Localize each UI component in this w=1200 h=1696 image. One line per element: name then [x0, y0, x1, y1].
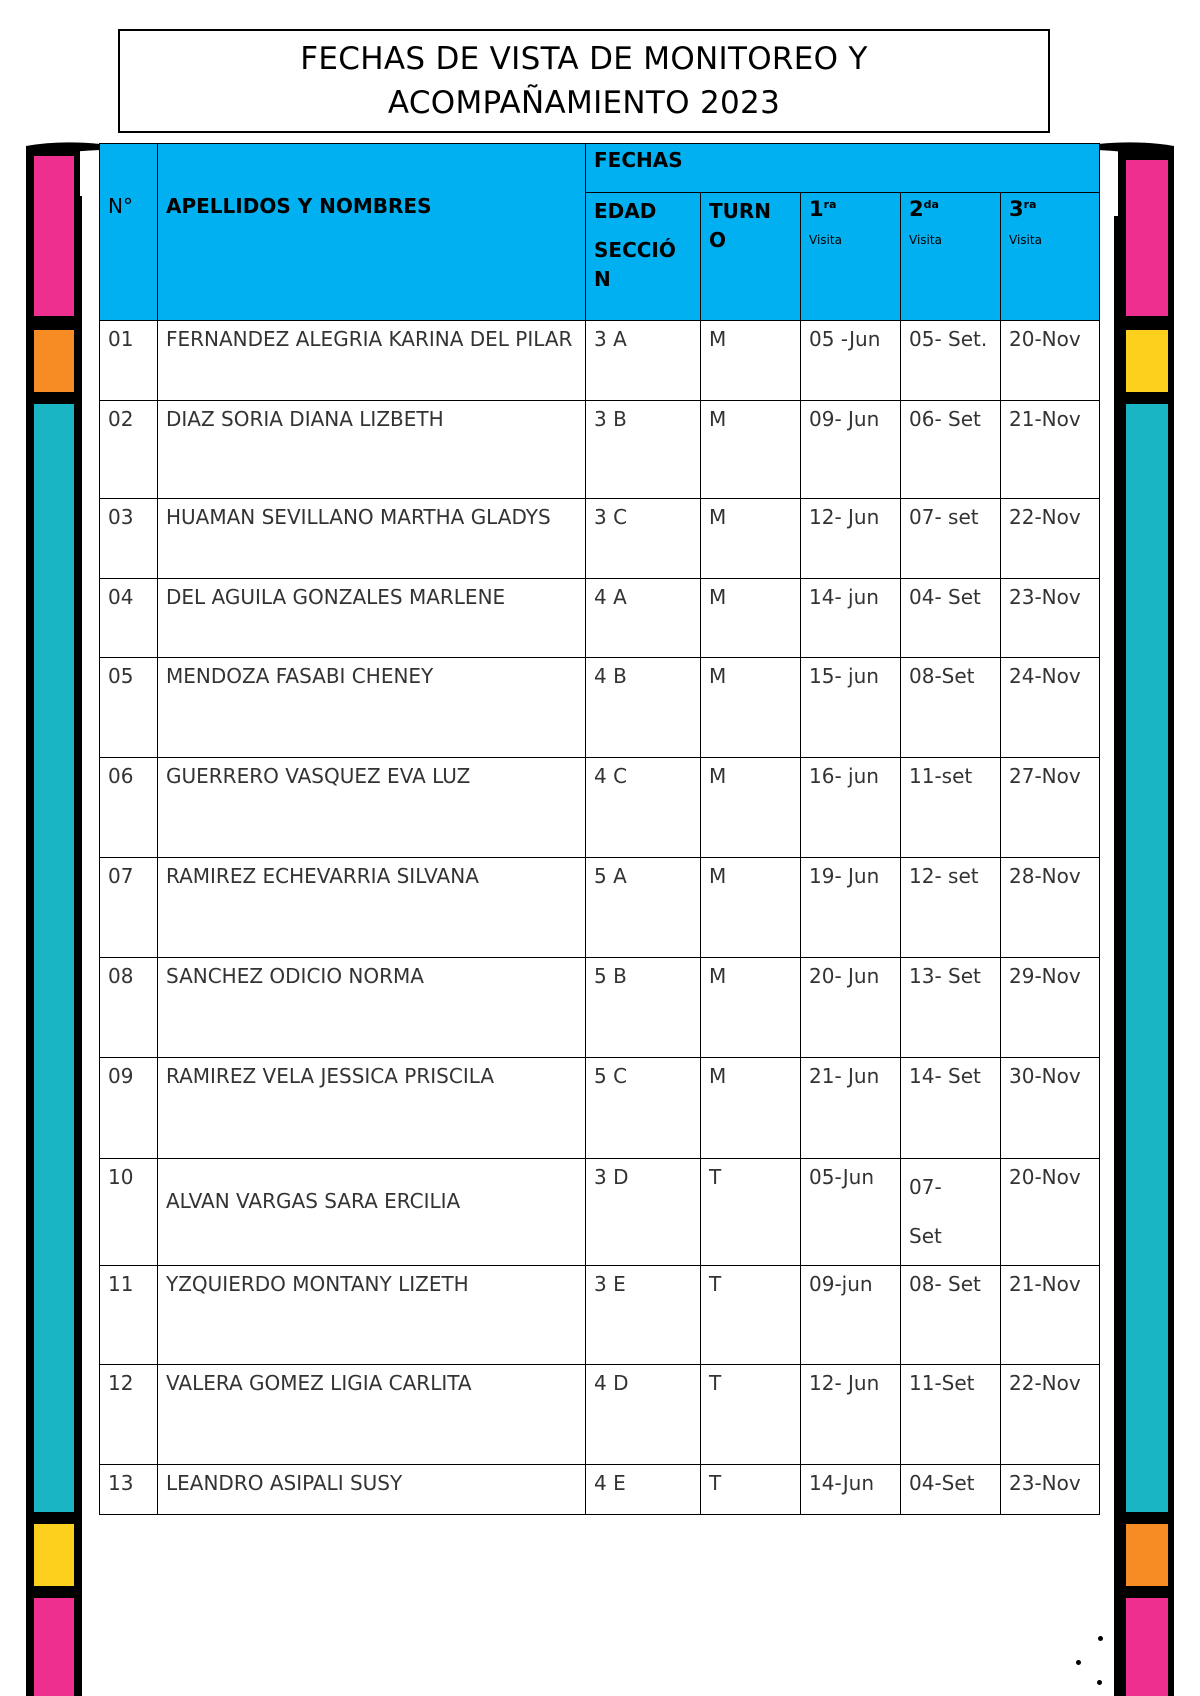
cell-visit-2: 14- Set — [901, 1058, 1001, 1159]
header-edad-seccion — [586, 193, 701, 321]
cell-turno: M — [701, 321, 801, 401]
cell-turno: T — [701, 1365, 801, 1465]
cell-section: 3 C — [586, 499, 701, 579]
cell-visit-2: 08- Set — [901, 1266, 1001, 1365]
cell-section: 3 E — [586, 1266, 701, 1365]
cell-visit-3: 29-Nov — [1001, 958, 1100, 1058]
header-turno — [701, 193, 801, 321]
table-row — [100, 1058, 1100, 1159]
cell-section: 4 C — [586, 758, 701, 858]
cell-visit-1: 05 -Jun — [801, 321, 901, 401]
cell-visit-3: 23-Nov — [1001, 579, 1100, 658]
header-visit-2 — [901, 193, 1001, 321]
table-row — [100, 1365, 1100, 1465]
cell-turno: M — [701, 1058, 801, 1159]
visit-1-number: 1 — [809, 197, 824, 221]
cell-num: 01 — [100, 321, 158, 401]
cell-name: DEL AGUILA GONZALES MARLENE — [158, 579, 586, 658]
cell-num: 08 — [100, 958, 158, 1058]
cell-turno: T — [701, 1266, 801, 1365]
table-row — [100, 958, 1100, 1058]
table-row — [100, 499, 1100, 579]
cell-visit-1: 16- jun — [801, 758, 901, 858]
cell-name: VALERA GOMEZ LIGIA CARLITA — [158, 1365, 586, 1465]
cell-visit-2: 11-Set — [901, 1365, 1001, 1465]
cell-visit-1: 21- Jun — [801, 1058, 901, 1159]
cell-num: 12 — [100, 1365, 158, 1465]
cell-visit-3: 23-Nov — [1001, 1465, 1100, 1515]
page-title — [118, 29, 1050, 133]
cell-turno: M — [701, 658, 801, 758]
cell-visit-1: 09- Jun — [801, 401, 901, 499]
cell-visit-1: 20- Jun — [801, 958, 901, 1058]
cell-visit-3: 22-Nov — [1001, 499, 1100, 579]
cell-name: GUERRERO VASQUEZ EVA LUZ — [158, 758, 586, 858]
cell-num: 09 — [100, 1058, 158, 1159]
cell-section: 4 B — [586, 658, 701, 758]
cell-name: FERNANDEZ ALEGRIA KARINA DEL PILAR — [158, 321, 586, 401]
visit-3-number: 3 — [1009, 197, 1024, 221]
cell-visit-2: 07- set — [901, 499, 1001, 579]
cell-num: 13 — [100, 1465, 158, 1515]
cell-turno: T — [701, 1159, 801, 1266]
cell-turno: M — [701, 499, 801, 579]
cell-visit-3: 24-Nov — [1001, 658, 1100, 758]
table-row — [100, 1266, 1100, 1365]
cell-section: 3 D — [586, 1159, 701, 1266]
cell-name: YZQUIERDO MONTANY LIZETH — [158, 1266, 586, 1365]
cell-name: ALVAN VARGAS SARA ERCILIA — [158, 1159, 586, 1266]
cell-visit-2: 07- Set — [901, 1159, 1001, 1266]
cell-visit-3: 20-Nov — [1001, 1159, 1100, 1266]
visit-2-suffix: da — [923, 198, 939, 211]
cell-section: 3 B — [586, 401, 701, 499]
title-line-2: ACOMPAÑAMIENTO 2023 — [387, 85, 781, 121]
cell-turno: M — [701, 401, 801, 499]
cell-num: 07 — [100, 858, 158, 958]
cell-visit-2: 06- Set — [901, 401, 1001, 499]
visit-3-suffix: ra — [1023, 198, 1037, 211]
cell-section: 5 C — [586, 1058, 701, 1159]
cell-name: SANCHEZ ODICIO NORMA — [158, 958, 586, 1058]
cell-visit-3: 27-Nov — [1001, 758, 1100, 858]
cell-section: 3 A — [586, 321, 701, 401]
cell-visit-1: 12- Jun — [801, 499, 901, 579]
cell-num: 05 — [100, 658, 158, 758]
cell-name: MENDOZA FASABI CHENEY — [158, 658, 586, 758]
cell-num: 02 — [100, 401, 158, 499]
cell-section: 5 B — [586, 958, 701, 1058]
cell-visit-3: 30-Nov — [1001, 1058, 1100, 1159]
cell-turno: T — [701, 1465, 801, 1515]
cell-visit-3: 21-Nov — [1001, 1266, 1100, 1365]
table-row — [100, 658, 1100, 758]
header-fechas: FECHAS — [586, 144, 1100, 193]
cell-name: RAMIREZ ECHEVARRIA SILVANA — [158, 858, 586, 958]
header-edad: EDAD — [594, 199, 657, 223]
cell-visit-1: 19- Jun — [801, 858, 901, 958]
visit-2-label: Visita — [909, 233, 942, 247]
cell-visit-2: 05- Set. — [901, 321, 1001, 401]
table-row — [100, 858, 1100, 958]
cell-name: LEANDRO ASIPALI SUSY — [158, 1465, 586, 1515]
cell-num: 10 — [100, 1159, 158, 1266]
cell-visit-2: 11-set — [901, 758, 1001, 858]
table-row — [100, 321, 1100, 401]
cell-visit-2: 04-Set — [901, 1465, 1001, 1515]
visit-1-suffix: ra — [823, 198, 837, 211]
cell-section: 4 D — [586, 1365, 701, 1465]
table-row — [100, 401, 1100, 499]
cell-visit-2: 13- Set — [901, 958, 1001, 1058]
cell-section: 5 A — [586, 858, 701, 958]
title-line-1: FECHAS DE VISTA DE MONITOREO Y — [300, 41, 868, 77]
table-row — [100, 758, 1100, 858]
cell-visit-2: 12- set — [901, 858, 1001, 958]
cell-visit-1: 09-jun — [801, 1266, 901, 1365]
cell-visit-2: 08-Set — [901, 658, 1001, 758]
cell-name: DIAZ SORIA DIANA LIZBETH — [158, 401, 586, 499]
visit-2-number: 2 — [909, 197, 924, 221]
cell-turno: M — [701, 958, 801, 1058]
cell-name: HUAMAN SEVILLANO MARTHA GLADYS — [158, 499, 586, 579]
cell-num: 11 — [100, 1266, 158, 1365]
cell-visit-1: 12- Jun — [801, 1365, 901, 1465]
cell-visit-3: 28-Nov — [1001, 858, 1100, 958]
cell-turno: M — [701, 758, 801, 858]
visit-3-label: Visita — [1009, 233, 1042, 247]
cell-section: 4 A — [586, 579, 701, 658]
cell-visit-1: 14- jun — [801, 579, 901, 658]
cell-visit-3: 21-Nov — [1001, 401, 1100, 499]
cell-visit-1: 14-Jun — [801, 1465, 901, 1515]
cell-name: RAMIREZ VELA JESSICA PRISCILA — [158, 1058, 586, 1159]
header-seccion: SECCIÓ N — [594, 238, 676, 291]
visit-1-label: Visita — [809, 233, 842, 247]
cell-visit-1: 05-Jun — [801, 1159, 901, 1266]
cell-turno: M — [701, 858, 801, 958]
monitoring-table — [99, 143, 1100, 1515]
table-row — [100, 1159, 1100, 1266]
header-visit-3 — [1001, 193, 1100, 321]
cell-visit-2: 04- Set — [901, 579, 1001, 658]
cell-num: 03 — [100, 499, 158, 579]
table-row — [100, 579, 1100, 658]
cell-visit-3: 22-Nov — [1001, 1365, 1100, 1465]
header-turno-text: TURN O — [709, 199, 772, 252]
header-names: APELLIDOS Y NOMBRES — [158, 144, 586, 321]
cell-num: 04 — [100, 579, 158, 658]
cell-turno: M — [701, 579, 801, 658]
header-visit-1 — [801, 193, 901, 321]
header-num: N° — [100, 144, 158, 321]
cell-visit-1: 15- jun — [801, 658, 901, 758]
cell-section: 4 E — [586, 1465, 701, 1515]
cell-num: 06 — [100, 758, 158, 858]
cell-visit-3: 20-Nov — [1001, 321, 1100, 401]
table-row — [100, 1465, 1100, 1515]
